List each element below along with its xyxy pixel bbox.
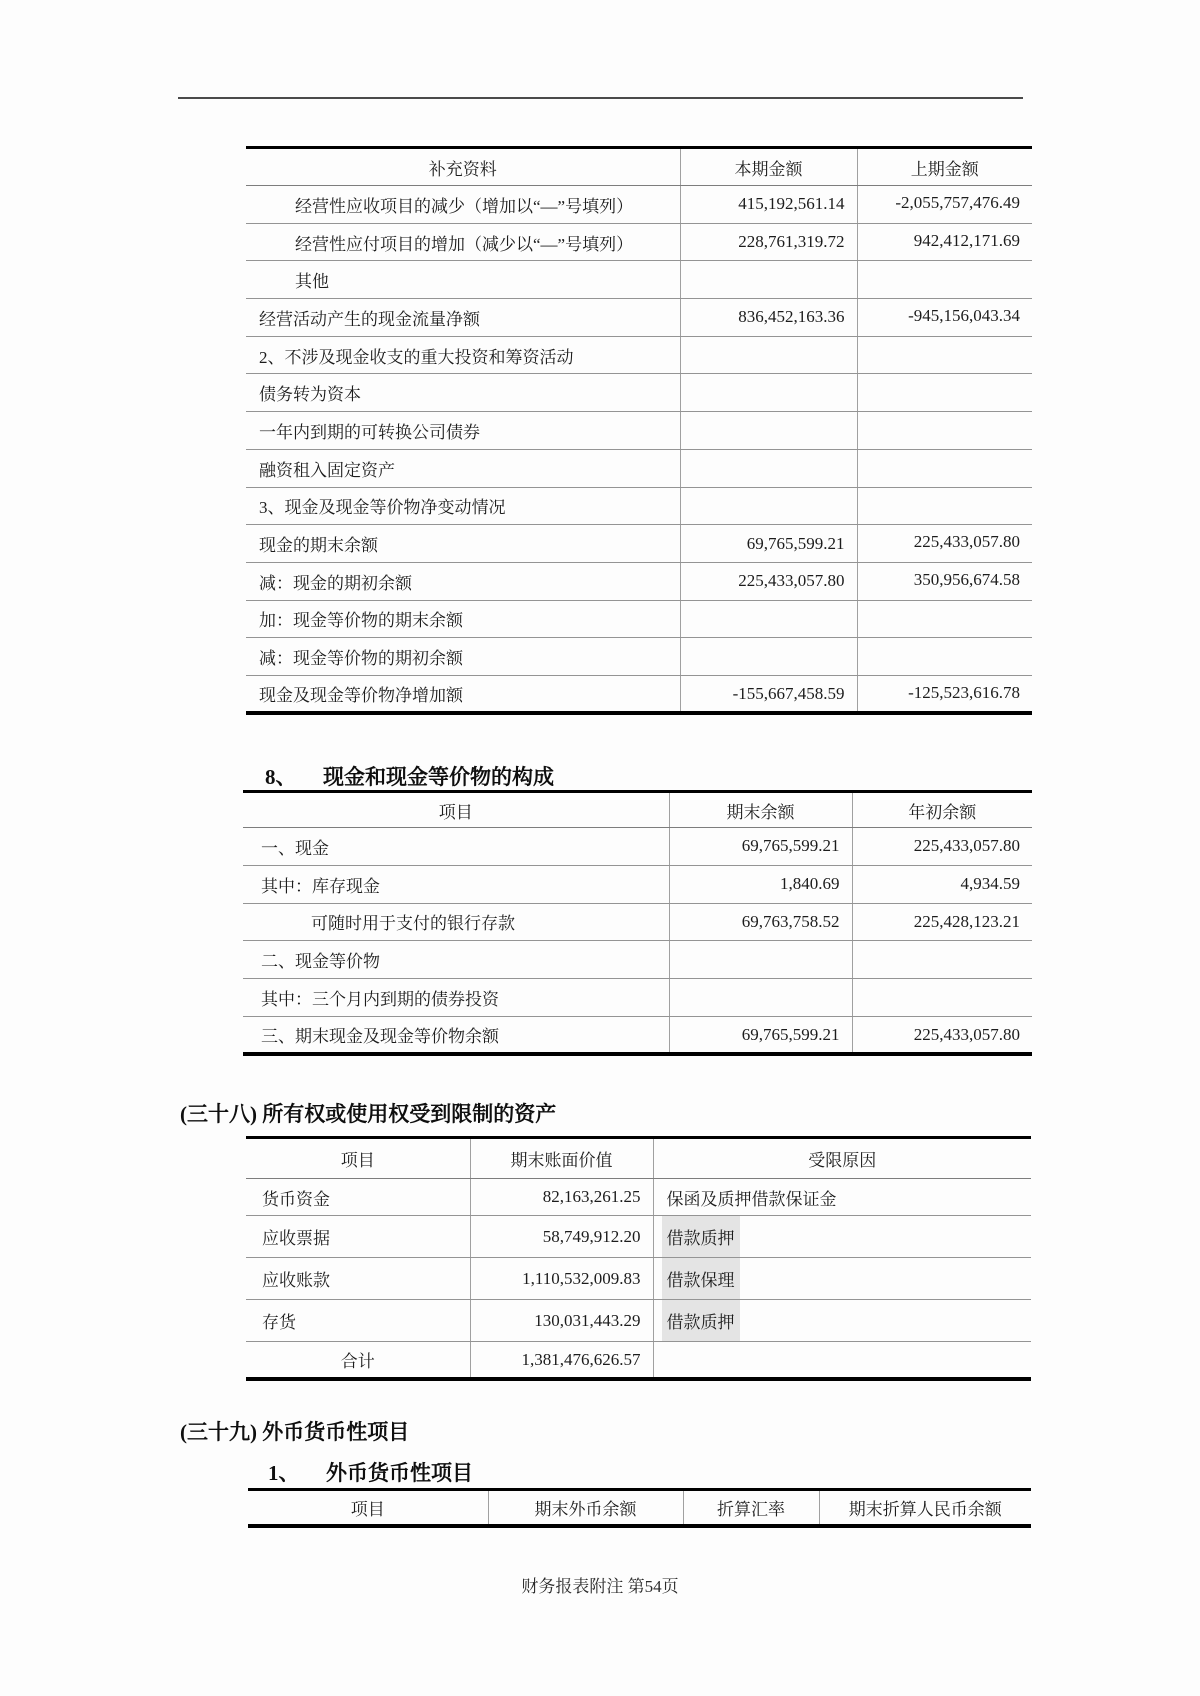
amount-cell: 130,031,443.29 <box>470 1300 653 1342</box>
amount-cell: 69,765,599.21 <box>669 828 852 866</box>
table-row <box>246 675 1032 713</box>
row-label: 应收账款 <box>246 1258 470 1300</box>
row-label: 应收票据 <box>246 1216 470 1258</box>
row-label: 其他 <box>246 261 680 299</box>
restriction-reason-cell <box>653 1216 1031 1258</box>
row-label: 减：现金等价物的期初余额 <box>246 638 680 676</box>
amount-cell <box>852 979 1032 1017</box>
row-label: 现金的期末余额 <box>246 525 680 563</box>
foreign-currency-table <box>248 1488 1031 1528</box>
page-header-rule <box>178 97 1023 99</box>
column-header: 期末账面价值 <box>470 1138 653 1179</box>
section-8-heading <box>265 761 554 791</box>
amount-cell: 69,763,758.52 <box>669 903 852 941</box>
table-row <box>246 525 1032 563</box>
section-title: 现金和现金等价物的构成 <box>323 765 554 789</box>
column-header: 期末余额 <box>669 792 852 828</box>
table-row <box>246 600 1032 638</box>
row-label: 3、现金及现金等价物净变动情况 <box>246 487 680 525</box>
row-label: 货币资金 <box>246 1179 470 1216</box>
amount-cell: 350,956,674.58 <box>857 562 1032 600</box>
section-38-heading: (三十八) 所有权或使用权受到限制的资产 <box>180 1102 557 1126</box>
shaded-reason-text: 借款质押 <box>662 1300 740 1341</box>
table-row <box>246 299 1032 337</box>
amount-cell <box>857 638 1032 676</box>
restriction-reason-cell <box>653 1300 1031 1342</box>
table-row <box>246 638 1032 676</box>
amount-cell: 225,433,057.80 <box>680 562 857 600</box>
row-label: 其中：库存现金 <box>243 865 669 903</box>
supplementary-cash-flow-table <box>246 146 1032 715</box>
amount-cell: 415,192,561.14 <box>680 186 857 224</box>
column-header: 折算汇率 <box>683 1490 819 1526</box>
table-row <box>243 865 1032 903</box>
table-row <box>246 261 1032 299</box>
restriction-reason-cell <box>653 1258 1031 1300</box>
table-header-row <box>248 1490 1031 1526</box>
row-label: 三、期末现金及现金等价物余额 <box>261 1027 499 1047</box>
amount-cell: 942,412,171.69 <box>857 223 1032 261</box>
column-header: 年初余额 <box>852 792 1032 828</box>
amount-cell <box>680 261 857 299</box>
amount-cell: -125,523,616.78 <box>857 675 1032 713</box>
amount-cell: -945,156,043.34 <box>857 299 1032 337</box>
row-label: 一年内到期的可转换公司债券 <box>246 412 680 450</box>
amount-cell <box>857 487 1032 525</box>
amount-cell: 225,433,057.80 <box>857 525 1032 563</box>
column-header: 上期金额 <box>857 148 1032 186</box>
row-label: 经营活动产生的现金流量净额 <box>246 299 680 337</box>
table-header-row <box>246 148 1032 186</box>
table-row <box>246 223 1032 261</box>
amount-cell: 225,433,057.80 <box>852 828 1032 866</box>
amount-cell <box>680 638 857 676</box>
column-header: 项目 <box>248 1490 488 1526</box>
amount-cell: 228,761,319.72 <box>680 223 857 261</box>
row-label: 现金及现金等价物净增加额 <box>259 686 463 706</box>
amount-cell <box>857 412 1032 450</box>
amount-cell: 58,749,912.20 <box>470 1216 653 1258</box>
amount-cell: 1,840.69 <box>669 865 852 903</box>
table-row <box>246 1216 1031 1258</box>
reason-text: 保函及质押借款保证金 <box>666 1189 837 1209</box>
column-header: 项目 <box>246 1138 470 1179</box>
row-label: 融资租入固定资产 <box>246 449 680 487</box>
row-label: 经营性应付项目的增加（减少以“—”号填列） <box>246 223 680 261</box>
amount-cell <box>680 412 857 450</box>
row-label: 存货 <box>246 1300 470 1342</box>
table-row <box>246 1300 1031 1342</box>
amount-cell: 225,428,123.21 <box>852 903 1032 941</box>
column-header: 本期金额 <box>680 148 857 186</box>
table-header-row <box>246 1138 1031 1179</box>
table-row <box>246 487 1032 525</box>
table-row <box>246 562 1032 600</box>
amount-cell <box>857 261 1032 299</box>
table-row <box>243 828 1032 866</box>
amount-cell: 69,765,599.21 <box>680 525 857 563</box>
column-header: 受限原因 <box>653 1138 1031 1179</box>
amount-cell <box>857 336 1032 374</box>
amount-cell: 69,765,599.21 <box>669 1016 852 1054</box>
amount-cell: 225,433,057.80 <box>852 1016 1032 1054</box>
restriction-reason-cell <box>653 1179 1031 1216</box>
amount-cell <box>857 449 1032 487</box>
amount-cell <box>669 941 852 979</box>
amount-cell: 4,934.59 <box>852 865 1032 903</box>
section-39-heading: (三十九) 外币货币性项目 <box>180 1420 410 1444</box>
amount-cell: 1,381,476,626.57 <box>470 1342 653 1379</box>
shaded-reason-text: 借款保理 <box>662 1258 740 1299</box>
amount-cell <box>680 600 857 638</box>
row-label: 减：现金的期初余额 <box>246 562 680 600</box>
table-row <box>246 412 1032 450</box>
restricted-assets-table <box>246 1136 1031 1381</box>
table-row <box>246 1258 1031 1300</box>
section-title: 外币货币性项目 <box>326 1461 473 1485</box>
page-footer: 财务报表附注 第54页 <box>521 1577 679 1596</box>
column-header: 期末外币余额 <box>488 1490 683 1526</box>
row-label: 经营性应收项目的减少（增加以“—”号填列） <box>246 186 680 224</box>
table-row <box>246 186 1032 224</box>
section-number: 8、 <box>265 765 297 789</box>
cash-composition-table <box>243 790 1032 1056</box>
row-label: 二、现金等价物 <box>243 941 669 979</box>
amount-cell: -2,055,757,476.49 <box>857 186 1032 224</box>
row-label: 一、现金 <box>243 828 669 866</box>
section-number: 1、 <box>268 1461 300 1485</box>
amount-cell: 836,452,163.36 <box>680 299 857 337</box>
table-row <box>243 979 1032 1017</box>
row-label: 可随时用于支付的银行存款 <box>243 903 669 941</box>
amount-cell <box>680 336 857 374</box>
amount-cell <box>680 487 857 525</box>
column-header: 补充资料 <box>246 148 680 186</box>
row-label: 2、不涉及现金收支的重大投资和筹资活动 <box>246 336 680 374</box>
subsection-1-heading <box>268 1457 473 1487</box>
amount-cell <box>680 449 857 487</box>
table-row <box>243 1016 1032 1054</box>
amount-cell: 82,163,261.25 <box>470 1179 653 1216</box>
amount-cell <box>669 979 852 1017</box>
amount-cell <box>852 941 1032 979</box>
amount-cell <box>680 374 857 412</box>
restriction-reason-cell <box>653 1342 1031 1379</box>
amount-cell: 1,110,532,009.83 <box>470 1258 653 1300</box>
table-row <box>246 1179 1031 1216</box>
table-header-row <box>243 792 1032 828</box>
column-header: 期末折算人民币余额 <box>819 1490 1031 1526</box>
amount-cell: -155,667,458.59 <box>680 675 857 713</box>
table-row <box>246 449 1032 487</box>
table-row <box>243 941 1032 979</box>
row-label: 加：现金等价物的期末余额 <box>246 600 680 638</box>
row-label: 其中：三个月内到期的债券投资 <box>243 979 669 1017</box>
table-row <box>246 1342 1031 1379</box>
amount-cell <box>857 600 1032 638</box>
table-row <box>246 374 1032 412</box>
shaded-reason-text: 借款质押 <box>662 1216 740 1257</box>
column-header: 项目 <box>243 792 669 828</box>
amount-cell <box>857 374 1032 412</box>
table-row <box>246 336 1032 374</box>
row-label: 债务转为资本 <box>246 374 680 412</box>
row-label: 合计 <box>340 1352 375 1372</box>
table-row <box>243 903 1032 941</box>
